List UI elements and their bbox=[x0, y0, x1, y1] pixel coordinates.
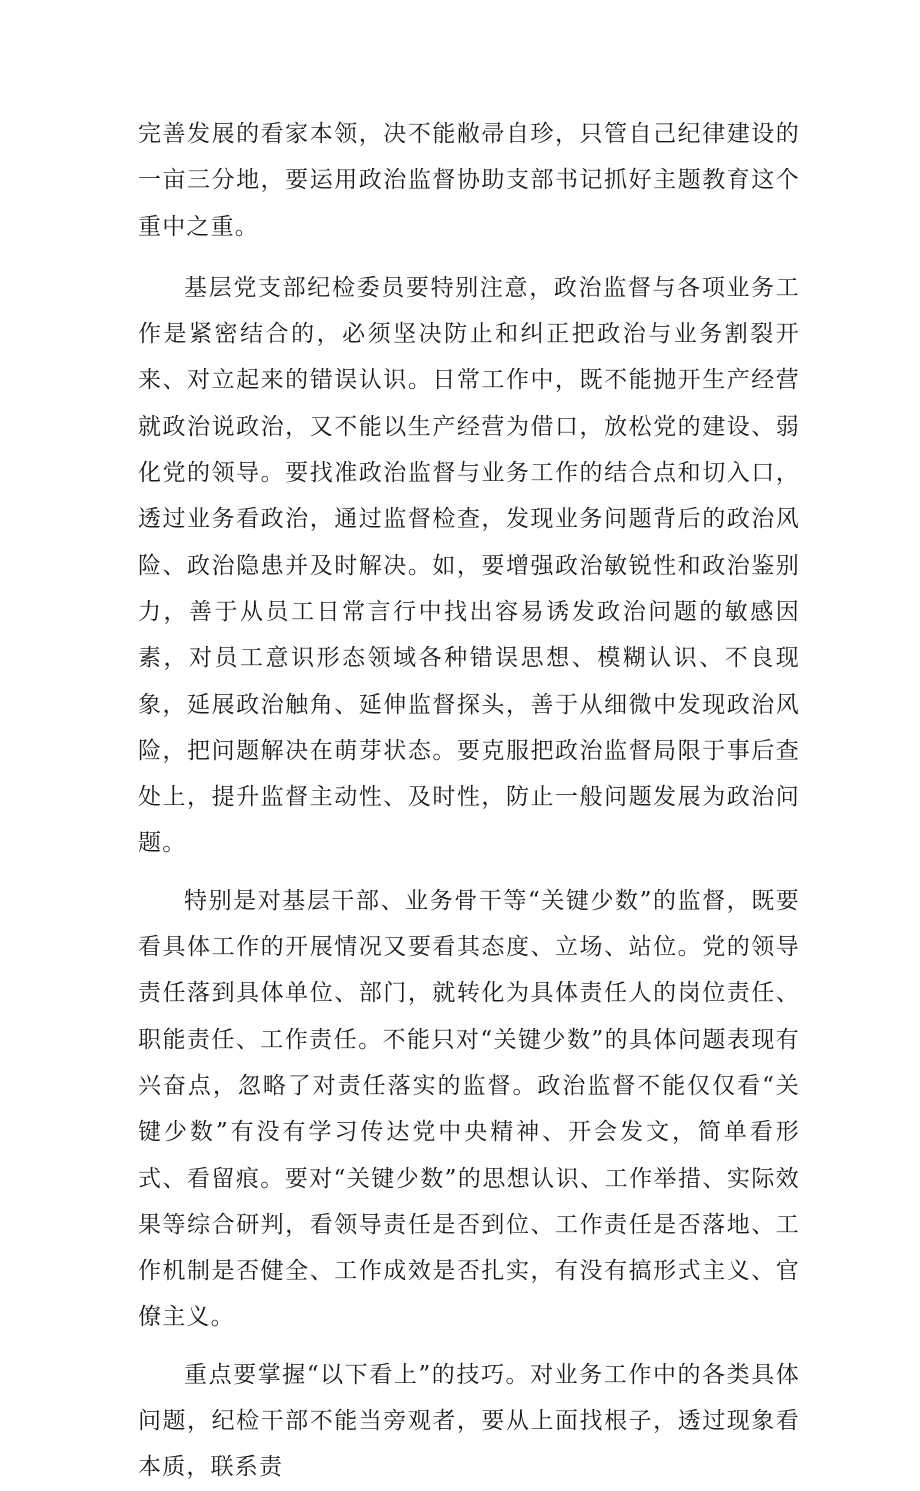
paragraph-2: 基层党支部纪检委员要特别注意，政治监督与各项业务工作是紧密结合的，必须坚决防止和纠正把政治与业务割裂开来、对立起来的错误认识。日常工作中，既不能抛开生产经营就政治说政治，又不能以生产经营为借口，放松党的建设、弱化党的领导。要找准政治监督与业务工作的结合点和切入口，透过业务看政治，通过监督检查，发现业务问题背后的政治风险、政治隐患并及时解决。如，要增强政治敏锐性和政治鉴别力，善于从员工日常言行中找出容易诱发政治问题的敏感因素，对员工意识形态领域各种错误思想、模糊认识、不良现象，延展政治触角、延伸监督探头，善于从细微中发现政治风险，把问题解决在萌芽状态。要克服把政治监督局限于事后查处上，提升监督主动性、及时性，防止一般问题发展为政治问题。 bbox=[138, 274, 800, 857]
document-body bbox=[138, 111, 800, 1491]
paragraph-3: 特别是对基层干部、业务骨干等“关键少数”的监督，既要看具体工作的开展情况又要看其态度、立场、站位。党的领导责任落到具体单位、部门，就转化为具体责任人的岗位责任、职能责任、工作责任。不能只对“关键少数”的具体问题表现有兴奋点，忽略了对责任落实的监督。政治监督不能仅仅看“关键少数”有没有学习传达党中央精神、开会发文，简单看形式、看留痕。要对“关键少数”的思想认识、工作举措、实际效果等综合研判，看领导责任是否到位、工作责任是否落地、工作机制是否健全、工作成效是否扎实，有没有搞形式主义、官僚主义。 bbox=[138, 887, 800, 1331]
paragraph-1: 完善发展的看家本领，决不能敝帚自珍，只管自己纪律建设的一亩三分地，要运用政治监督协助支部书记抓好主题教育这个重中之重。 bbox=[138, 121, 800, 240]
paragraph-4: 重点要掌握“以下看上”的技巧。对业务工作中的各类具体问题，纪检干部不能当旁观者，要从上面找根子，透过现象看本质，联系责 bbox=[138, 1361, 800, 1481]
